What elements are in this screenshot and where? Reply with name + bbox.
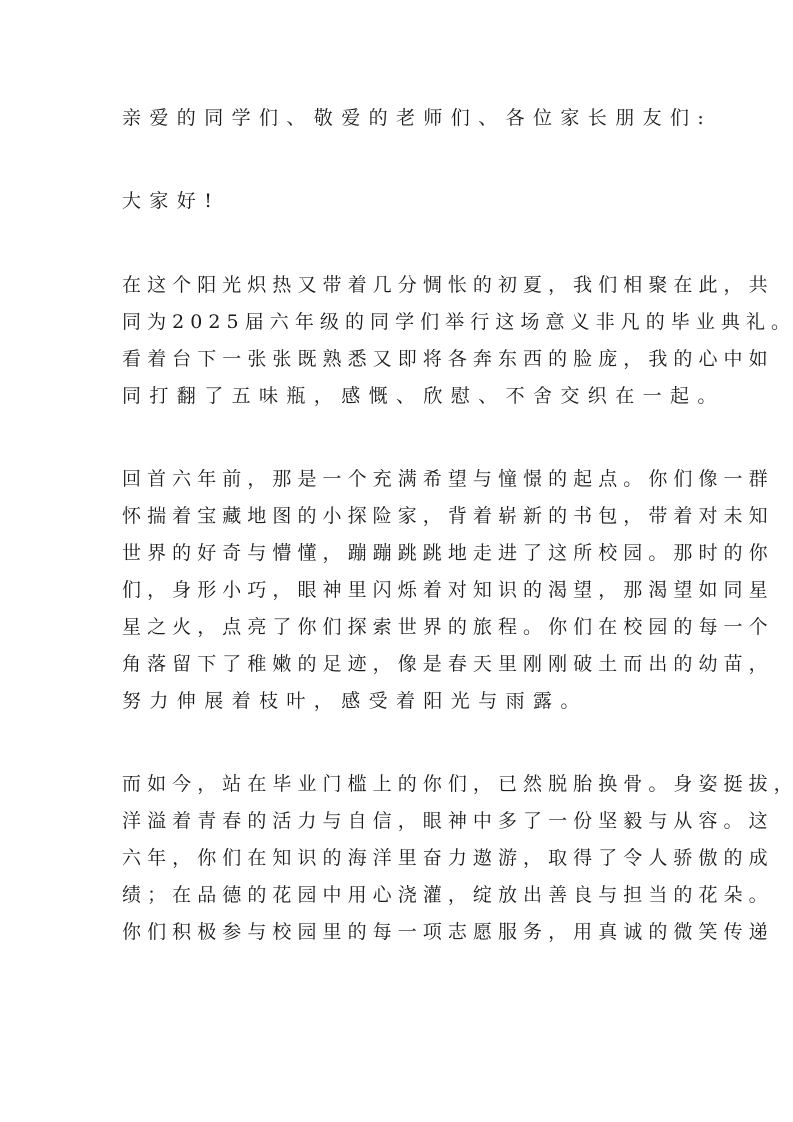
greeting: 大家好! (122, 190, 221, 212)
paragraph-line: 你 们 积 极 参 与 校 园 里 的 每 一 项 志 愿 服 务 ， 用 真 诚 的 微 笑 传 递 (122, 921, 768, 943)
paragraph-line: 在 这 个 阳 光 炽 热 又 带 着 几 分 惆 怅 的 初 夏 ， 我 们 相 聚 在 此 ， 共 (122, 274, 768, 296)
salutation: 亲爱的同学们、敬爱的老师们、各位家长朋友们: (122, 107, 713, 129)
paragraph-line: 同打翻了五味瓶，感慨、欣慰、不舍交织在一起。 (122, 385, 725, 407)
paragraph-line: 怀 揣 着 宝 藏 地 图 的 小 探 险 家 ， 背 着 崭 新 的 书 包 ， 带 着 对 未 知 (122, 505, 768, 527)
paragraph-line: 星 之 火 ， 点 亮 了 你 们 探 索 世 界 的 旅 程 。 你 们 在 校 园 的 每 一 个 (122, 616, 768, 638)
paragraph-line: 洋 溢 着 青 春 的 活 力 与 自 信 ， 眼 神 中 多 了 一 份 坚 毅 与 从 容 。 这 (122, 810, 768, 832)
paragraph-line: 世 界 的 好 奇 与 懵 懂 ， 蹦 蹦 跳 跳 地 走 进 了 这 所 校 园 。 那 时 的 你 (122, 542, 768, 564)
paragraph-line: 们 ， 身 形 小 巧 ， 眼 神 里 闪 烁 着 对 知 识 的 渴 望 ， 那 渴 望 如 同 星 (122, 579, 768, 601)
paragraph-line: 同 为 2 0 2 5 届 六 年 级 的 同 学 们 举 行 这 场 意 义 非 凡 的 毕 业 典 礼 。 (122, 311, 791, 333)
paragraph-line: 角 落 留 下 了 稚 嫩 的 足 迹 ， 像 是 春 天 里 刚 刚 破 土 而 出 的 幼 苗 ， (122, 653, 768, 675)
paragraph-line: 回 首 六 年 前 ， 那 是 一 个 充 满 希 望 与 憧 憬 的 起 点 。 你 们 像 一 群 (122, 468, 768, 490)
paragraph-line: 而 如 今 ， 站 在 毕 业 门 槛 上 的 你 们 ， 已 然 脱 胎 换 骨 。 身 姿 挺 拔 ， (122, 773, 793, 795)
paragraph-line: 绩 ； 在 品 德 的 花 园 中 用 心 浇 灌 ， 绽 放 出 善 良 与 担 当 的 花 朵 。 (122, 884, 768, 906)
paragraph-line: 看 着 台 下 一 张 张 既 熟 悉 又 即 将 各 奔 东 西 的 脸 庞 ， 我 的 心 中 如 (122, 348, 768, 370)
paragraph-line: 六 年 ， 你 们 在 知 识 的 海 洋 里 奋 力 遨 游 ， 取 得 了 令 人 骄 傲 的 成 (122, 847, 768, 869)
paragraph-line: 努力伸展着枝叶，感受着阳光与雨露。 (122, 690, 588, 712)
